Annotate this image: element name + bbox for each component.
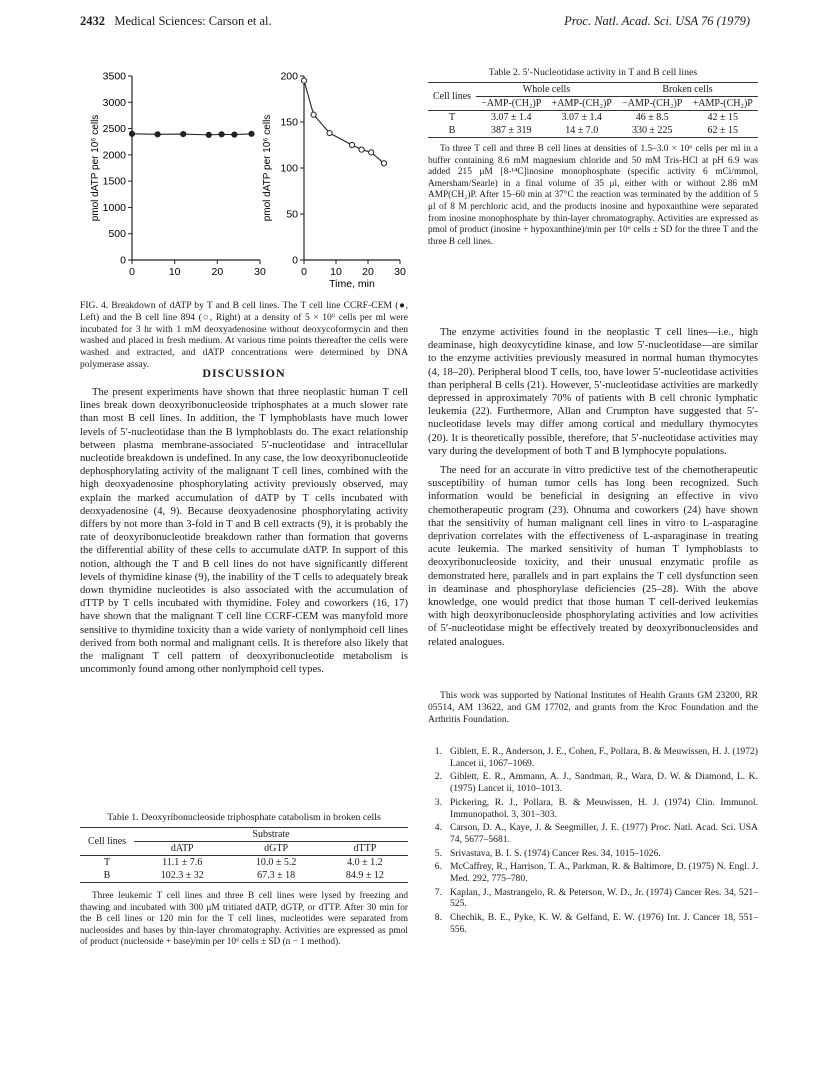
table-cell: B: [448, 125, 456, 136]
y-tick-label: 0: [292, 254, 298, 267]
table-cell: T: [448, 112, 456, 123]
x-axis-label: Time, min: [329, 278, 375, 290]
reference-item: 4. Carson, D. A., Kaye, J. & Seegmiller, J. E. (1977) Proc. Natl. Acad. Sci. USA 74, 5677–5681.: [434, 822, 758, 845]
y-tick-label: 150: [280, 116, 298, 129]
table-2-cell-lines-header: Cell lines: [432, 91, 472, 102]
table-1-cell-lines-header: Cell lines: [87, 836, 127, 847]
table-2-grid: [428, 82, 758, 138]
table-1-title: Table 1. Deoxyribonucleoside triphosphate catabolism in broken cells: [107, 812, 381, 823]
table-cell: B: [103, 870, 111, 881]
table-cell: 102.3 ± 32: [160, 870, 204, 881]
data-point: [359, 147, 364, 152]
discussion-paragraph: The present experiments have shown that three neoplastic human T cell lines break down deoxyribonucleoside triphosphates at a much slower rate than most B cell lines. In addition, the T lymphoblasts have much lower levels of 5′-nucleotidase than the B lymphoblasts do. The exact relationship between plasma membrane-associated 5′-nucleotidase and intracellular nucleotide breakdown is undefined. In any case, the low deoxyribonucleotide dephosphorylating activity of the malignant T cell lines, combined with the high deoxyadenosine phosphorylating activity previously observed, may explain the marked accumulation of dATP by T cells incubated with deoxyadenosine (4, 9). Because deoxyadenosine phosphorylating activity differs by not more than 3-fold in T and B cell extracts (9), it is probably the rate of deoxyribonucleotide breakdown rather than formation that governs the differential ability of these cells to accumulate dATP. In support of this notion, although the T and B cell lines do not have significantly different levels of thymidine kinase (9), the inability of the T cells to adequately break down thymidine nucleotides is also associated with the accumulation of dTTP by T cells incubated with thymidine. Foley and coworkers (16, 17) have shown that the malignant T cell line CCRF-CEM was manyfold more sensitive to thymidine toxicity than a wide variety of nonlymphoid cell lines derived from both normal and malignant cells. It is therefore also likely that the malignant T cell pattern of deoxyribonucleotide metabolism is uncommonly found among other nonlymphoid cell types.: [80, 387, 409, 676]
table-2-col-header: −AMP-(CH₂)P: [622, 98, 683, 109]
y-tick-label: 500: [108, 228, 126, 241]
left-plot-ccrf-cem: [90, 71, 266, 279]
table-cell: 67.3 ± 18: [257, 870, 296, 881]
y-tick-label: 3500: [102, 70, 126, 83]
x-tick-label: 10: [168, 266, 181, 278]
discussion-body: [80, 386, 408, 676]
table-row: [428, 124, 758, 138]
section-author: Medical Sciences: Carson et al.: [114, 14, 272, 28]
table-row: [428, 111, 758, 125]
x-tick-label: 0: [301, 266, 307, 278]
table-2-footnote: To three T cell and three B cell lines at densities of 1.5–3.0 × 10⁶ cells per ml in a buffer containing 8.6 mM magnesium chloride and 50 mM Tris-HCl at pH 6.9 was added 215 μM [8-¹⁴C]inosine monophosphate (specific activity 6 mCi/mmol, Amersham/Searle) in a final volume of 35 μl, either with or without 2.86 mM AMP(CH₂)P. After 15–60 min at 37°C the reaction was terminated by the addition of 5 μl of 8 M perchloric acid, and the products inosine and hypoxanthine were separated from inosine monophosphate by thin-layer chromatography. Activities are expressed as pmol of product (inosine + hypoxanthine)/min per 10⁶ cells ± SD for the three T and the three B cell lines.: [428, 144, 758, 247]
paragraph-enzyme: The enzyme activities found in the neoplastic T cell lines—i.e., high deaminase, high deoxycytidine kinase, and low 5′-nucleotidase—are similar to the enzyme activities previously measured in normal human thymocytes (4, 18–20). Peripheral blood T cells, too, have lower 5′-nucleotidase activities than peripheral B cells (21). However, 5′-nucleotidase activities are markedly depressed in approximately 70% of patients with B cell chronic lymphatic leukemia (22). Furthermore, Allan and Crumpton have suggested that 5′-nucleotidase levels may differ among cortical and medullary thymocytes (20). It is theoretically possible, therefore, that 5′-nucleotidase activities may vary during the development of both T and B lymphocyte populations.: [428, 327, 758, 457]
running-header-left: [80, 14, 272, 29]
data-point: [249, 131, 254, 136]
discussion-heading: DISCUSSION: [202, 366, 286, 380]
data-point: [349, 142, 354, 147]
y-tick-label: 0: [120, 254, 126, 267]
table-cell: 42 ± 15: [707, 112, 738, 123]
table-cell: 330 ± 225: [632, 125, 673, 136]
x-tick-label: 10: [330, 266, 342, 278]
reference-item: 1. Giblett, E. R., Anderson, J. E., Cohen, F., Pollara, B. & Meuwissen, H. J. (1972) Lancet ii, 1067–1069.: [434, 746, 758, 769]
figure-4-caption: FIG. 4. Breakdown of dATP by T and B cell lines. The T cell line CCRF-CEM (●, Left) and the B cell line 894 (○, Right) at a density of 5 × 10⁶ cells per ml were incubated for 3 hr with 1 mM deoxyadenosine without deoxycoformycin and then washed and placed in fresh medium. At various time points thereafter the cells were washed and extracted, and dATP concentrations were determined by DNA polymerase assay.: [80, 300, 408, 370]
table-row: [80, 856, 408, 870]
table-cell: 4.0 ± 1.2: [347, 857, 383, 868]
data-point: [327, 130, 332, 135]
reference-item: 3. Pickering, R. J., Pollara, B. & Meuwissen, H. J. (1974) Clin. Immunol. Immunopathol. 3, 301–303.: [434, 796, 758, 820]
reference-item: 2. Giblett, E. R., Ammann, A. J., Sandman, R., Wara, D. W. & Diamond, L. K. (1975) Lancet ii, 1010–1013.: [434, 771, 758, 795]
reference-item: 5. Srivastava, B. I. S. (1974) Cancer Res. 34, 1015–1026.: [434, 847, 661, 859]
x-tick-label: 30: [254, 266, 266, 278]
reference-item: 8. Chechik, B. E., Pyke, K. W. & Gelfand, E. W. (1976) Int. J. Cancer 18, 551–556.: [434, 912, 758, 935]
table-cell: 62 ± 15: [707, 125, 738, 136]
table-2-group-broken: Broken cells: [617, 83, 758, 97]
table-row: [80, 869, 408, 883]
x-tick-label: 20: [211, 266, 224, 278]
table-1-col-header: dGTP: [264, 843, 289, 854]
y-tick-label: 1500: [102, 175, 126, 188]
table-2: [428, 67, 758, 248]
table-1-col-header: dATP: [170, 843, 194, 854]
y-tick-label: 2500: [102, 123, 126, 136]
table-1-substrate-header: Substrate: [134, 828, 408, 842]
data-point: [381, 161, 386, 166]
x-tick-label: 0: [129, 266, 135, 278]
data-point: [129, 131, 134, 136]
figure-4: [78, 62, 408, 290]
table-cell: 14 ± 7.0: [565, 125, 599, 136]
table-2-group-whole: Whole cells: [476, 83, 617, 97]
y-tick-label: 100: [280, 162, 298, 175]
table-cell: 3.07 ± 1.4: [561, 112, 602, 123]
data-point: [219, 132, 224, 137]
acknowledgment: This work was supported by National Institutes of Health Grants GM 23200, RR 05514, AM 13622, and GM 17702, and grants from the Kroc Foundation and the Arthritis Foundation.: [428, 690, 758, 725]
reference-list: [428, 746, 758, 936]
page-number: 2432: [80, 14, 105, 28]
table-1: [80, 812, 408, 949]
table-cell: T: [103, 857, 111, 868]
table-cell: 387 ± 319: [491, 125, 532, 136]
table-1-col-header: dTTP: [353, 843, 377, 854]
data-point: [232, 132, 237, 137]
table-cell: 11.1 ± 7.6: [162, 857, 203, 868]
table-cell: 10.0 ± 5.2: [255, 857, 297, 868]
x-tick-label: 30: [394, 266, 406, 278]
reference-item: 6. McCaffrey, R., Harrison, T. A., Parkman, R. & Baltimore, D. (1975) N. Engl. J. Med. 292, 775–780.: [434, 861, 758, 885]
data-point: [301, 78, 306, 83]
table-cell: 46 ± 8.5: [635, 112, 669, 123]
table-1-grid: [80, 827, 408, 883]
table-2-title: Table 2. 5′-Nucleotidase activity in T and B cell lines: [488, 67, 698, 78]
data-point: [206, 132, 211, 137]
table-1-footnote: Three leukemic T cell lines and three B cell lines were lysed by freezing and thawing and incubated with 300 μM tritiated dATP, dGTP, or dTTP. After 30 min for the B cell lines or 120 min for the T cell lines, nucleotides were separated from nucleosides and bases by thin-layer chromatography. Activities are expressed as pmol of product (nucleoside + base)/min per 10⁶ cells ± SD (n − 1 method).: [80, 891, 408, 948]
y-tick-label: 1000: [102, 201, 126, 214]
right-plot-894: [262, 71, 406, 291]
journal-citation: Proc. Natl. Acad. Sci. USA 76 (1979): [564, 14, 750, 28]
data-point: [369, 150, 374, 155]
y-tick-label: 2000: [102, 149, 126, 162]
table-2-col-header: +AMP-(CH₂)P: [551, 98, 612, 109]
table-2-col-header: −AMP-(CH₂)P: [481, 98, 542, 109]
data-point: [311, 112, 316, 117]
x-tick-label: 20: [362, 266, 374, 278]
data-point: [155, 132, 160, 137]
y-axis-label: pmol dATP per 10⁶ cells: [262, 114, 273, 222]
table-2-col-header: +AMP-(CH₂)P: [692, 98, 753, 109]
right-column-body: [428, 326, 758, 649]
data-point: [181, 131, 186, 136]
reference-item: 7. Kaplan, J., Mastrangelo, R. & Peterson, W. D., Jr. (1974) Cancer Res. 34, 521–525.: [434, 886, 758, 910]
y-tick-label: 200: [280, 70, 298, 83]
y-tick-label: 50: [286, 208, 298, 221]
paragraph-predictive: The need for an accurate in vitro predictive test of the chemotherapeutic susceptibility of human tumor cells has long been recognized. Such information would be beneficial in designing an effective in vivo chemotherapeutic program (23). Ohnuma and coworkers (24) have shown that the sensitivity of human malignant cell lines in vitro to L-asparagine deprivation correlates with the effectiveness of L-asparaginase in treating acute leukemia. The marked sensitivity of human T lymphoblasts to deoxyribonucleoside toxicity, and their unusual enzymatic profile as demonstrated here, parallels and in part explains the T cell dysfunction seen in deaminase and phosphorylase deficiencies (25–28). With the above knowledge, one would predict that those human T cell-derived leukemias with high deoxyribonucleoside phosphorylating activities and low activities of 5′-nucleotidase might be effectively treated by deoxyribonucleosides and related analogues.: [428, 465, 758, 648]
y-axis-label: pmol dATP per 10⁶ cells: [90, 114, 101, 222]
table-cell: 3.07 ± 1.4: [491, 112, 532, 123]
references: [428, 746, 758, 938]
table-cell: 84.9 ± 12: [345, 870, 384, 881]
y-tick-label: 3000: [102, 96, 126, 109]
